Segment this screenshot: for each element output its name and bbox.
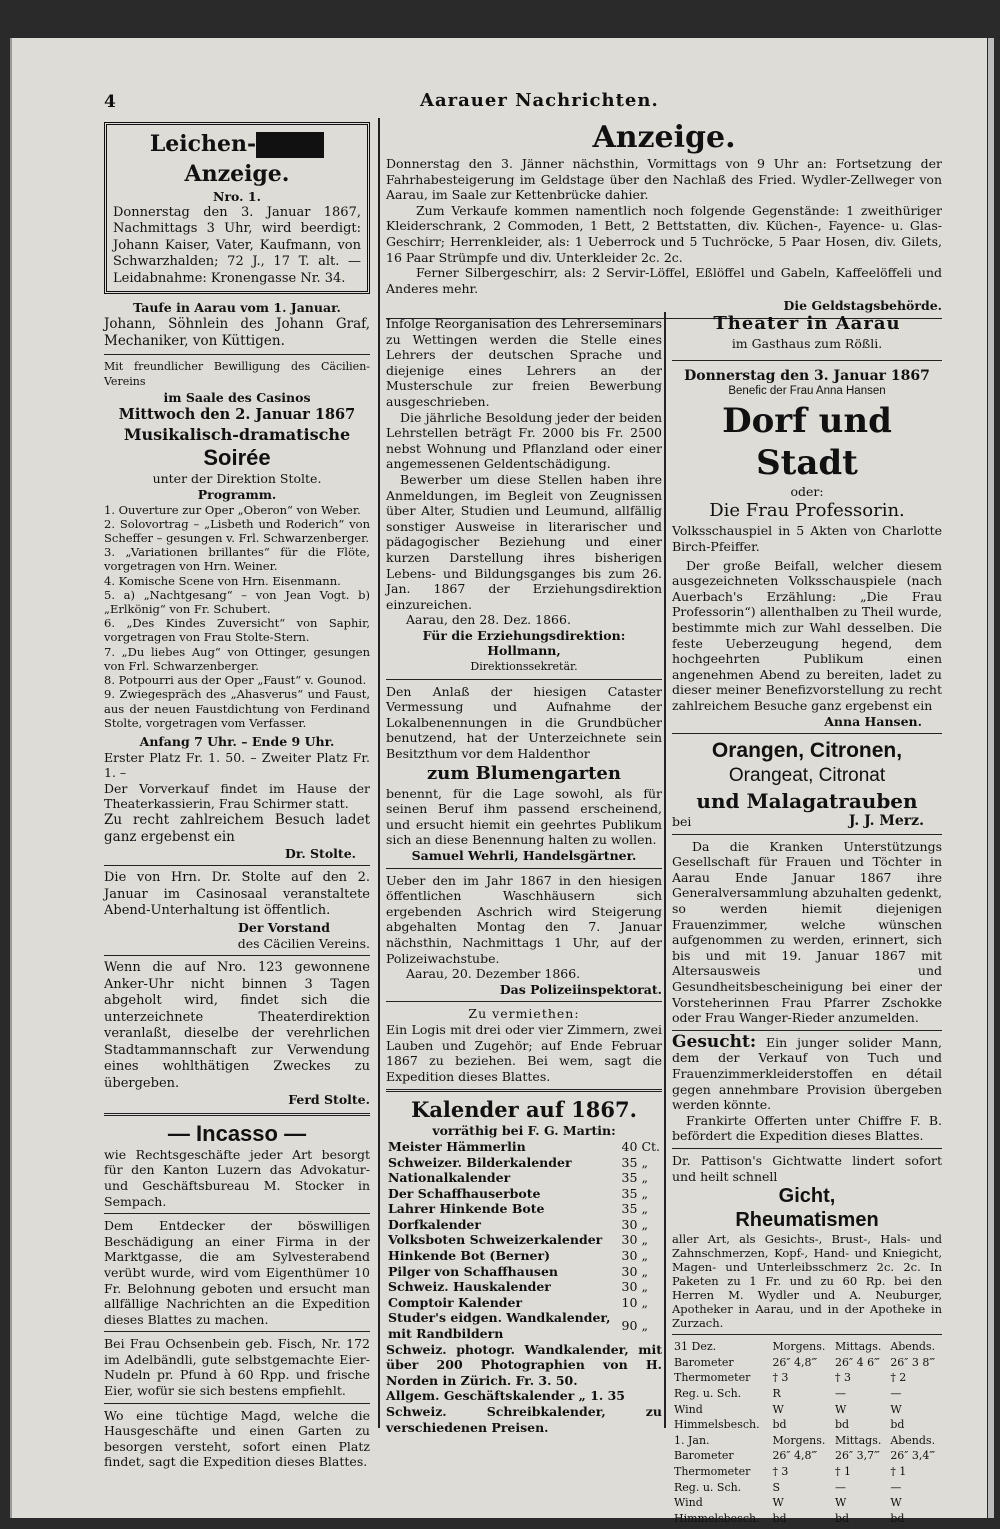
item-unit: „ — [641, 1279, 648, 1295]
oranges-line-2: Orangeat, Citronat — [728, 765, 886, 787]
rent-text: Ein Logis mit drei oder vier Zimmern, zwei Lauben und Zugehör; auf Ende Februar 1867 zu beziehen. Bei wem, sagt die Expedition dieses Blattes. — [386, 1021, 662, 1084]
table-row — [386, 1295, 662, 1311]
soiree-title: Soirée — [203, 445, 271, 471]
seminar-text-3: Bewerber um diese Stellen haben ihre Anmeldungen, im Begleit von Zeugnissen über Alter, Studien und Leumund, allfällig sonstiger Ausweise in literarischer und pädagogischer Beziehung und einer kurzen Darstellung ihres bisherigen Lebens- und Bildungsganges bis zum 26. Jan. 1867 der Erziehungsdirektion einzureichen. — [386, 471, 662, 612]
theatre-alt: Die Frau Professorin. — [709, 500, 905, 522]
item-unit: „ — [641, 1216, 648, 1232]
weather-cell: † 2 — [890, 1371, 907, 1385]
divider — [104, 1331, 370, 1332]
oranges-seller — [672, 814, 942, 830]
weather-cell: † 1 — [890, 1464, 907, 1478]
item-price: 35 — [621, 1201, 638, 1217]
divider — [672, 1148, 942, 1149]
calendar-sub: vorräthig bei F. G. Martin: — [432, 1123, 616, 1139]
weather-cell: bd — [772, 1418, 787, 1432]
divider — [672, 1334, 942, 1335]
item-name: Schweiz. Hauskalender — [388, 1279, 551, 1295]
weather-col: Mittags. — [834, 1340, 882, 1354]
item-unit: „ — [641, 1263, 648, 1279]
program-item: 7. „Du liebes Aug“ von Ottinger, gesungen von Frl. Schwarzenberger. — [104, 644, 370, 673]
soiree-presale: Der Vorverkauf findet im Hause der Theaterkassierin, Frau Schirmer statt. — [104, 780, 370, 812]
calendar-extra-3: Schweiz. Schreibkalender, zu verschiedenen Preisen. — [386, 1404, 662, 1435]
police-signature: Das Polizeiinspektorat. — [499, 981, 662, 997]
weather-cell: W — [890, 1402, 902, 1416]
watch-notice: Wenn die auf Nro. 123 gewonnene Anker-Uhr nicht binnen 3 Tagen abgeholt wird, findet sich die unterzeichnete Theaterdirektion veranlaßt, dieselbe der verehrlichen Stadtammannschaft zur Verwendung eines wohlthätigen Zweckes zu übergeben. — [104, 960, 370, 1091]
divider — [672, 1030, 942, 1031]
program-label: Programm. — [197, 487, 277, 503]
baptism-text: Johann, Söhnlein des Johann Graf, Mechaniker, von Küttigen. — [104, 315, 370, 349]
garden-text-1: Den Anlaß der hiesigen Cataster Vermessung und Aufnahme der Lokalbenennungen in die Grundbücher benutzend, hat der Unterzeichnete sein Besitzthum vor dem Haldenthor — [386, 683, 662, 762]
wanted-notice — [672, 1031, 942, 1113]
weather-label: Thermometer — [674, 1464, 751, 1478]
item-unit: „ — [641, 1185, 648, 1201]
table-row — [672, 1433, 942, 1449]
soiree-prices: Erster Platz Fr. 1. 50. – Zweiter Platz Fr. 1. – — [104, 749, 370, 781]
weather-cell: — — [890, 1386, 902, 1400]
theatre-desc: Volksschauspiel in 5 Akten von Charlotte Birch-Pfeiffer. — [672, 523, 942, 554]
garden-signature: Samuel Wehrli, Handelsgärtner. — [411, 848, 637, 863]
oranges-who: J. J. Merz. — [848, 813, 924, 830]
table-row — [672, 1480, 942, 1496]
incasso-title: — Incasso — — [167, 1120, 307, 1146]
weather-cell: W — [890, 1496, 902, 1510]
weather-cell: W — [834, 1402, 847, 1416]
divider — [104, 1113, 370, 1116]
item-price: 35 — [621, 1154, 638, 1170]
table-row — [672, 1339, 942, 1355]
table-row — [386, 1170, 662, 1186]
table-row — [386, 1264, 662, 1280]
divider — [386, 868, 662, 869]
weather-cell: W — [772, 1402, 784, 1416]
program-list — [104, 503, 370, 730]
page-edge — [988, 38, 994, 1518]
theatre-date: Donnerstag den 3. Januar 1867 — [684, 367, 930, 384]
program-item: 5. a) „Nachtgesang“ – von Jean Vogt. b) „Erlkönig“ von Fr. Schubert. — [104, 587, 370, 617]
auction-para-2: Zum Verkaufe kommen namentlich noch folgende Gegenstände: 1 zweithüriger Kleiderschrank, 2 Commoden, 1 Bett, 2 Bettstatten, div. Küchen-, Fayence- u. Glas-Geschirr; Herrenkleider, als: 1 Ueberrock und 5 Tuchröcke, 5 Paar Hosen, div. Gilets, 16 Paar Strümpfe und div. Unterkleider 2c. 2c. — [386, 202, 942, 265]
divider — [672, 733, 942, 734]
funeral-text: Donnerstag den 3. Januar 1867, Nachmittags 3 Uhr, wird beerdigt: Johann Kaiser, Vater, Kaufmann, von Schwarzhalden; 72 J., 17 T. alt. — Leidabnahme: Kronengasse Nr. 34. — [113, 204, 361, 286]
table-row — [672, 1417, 942, 1433]
soiree-times: Anfang 7 Uhr. – Ende 9 Uhr. — [139, 733, 335, 749]
coffin-icon — [256, 132, 324, 158]
weather-label: Barometer — [674, 1355, 734, 1369]
weather-cell: bd — [890, 1511, 905, 1525]
theatre-text: Der große Beifall, welcher diesem ausgezeichneten Volksschauspiele (nach Auerbach's Erzählung: „Die Frau Professorin“) allenthalben zu Theil wurde, bestimmte mich zur Wahl desselben. Die feste Ueberzeugung hegend, dem hochgeehrten Publikum einen angenehmen Abend zu bereiten, ladet zu dieser meiner Benefizvorstellung zu recht zahlreichem Besuche ganz ergebenst ein — [672, 557, 942, 713]
maid-notice: Wo eine tüchtige Magd, welche die Hausgeschäfte und einen Garten zu besorgen versteht, sofort einen Platz findet, sagt die Expedition dieses Blattes. — [104, 1407, 370, 1470]
seminar-text-1: Infolge Reorganisation des Lehrerseminars zu Wettingen werden die Stelle eines Lehrers der deutschen Sprache und diejenige eines Lehrers an der Musterschule zur freien Bewerbung ausgeschrieben. — [386, 316, 662, 409]
reward-notice: Dem Entdecker der böswilligen Beschädigung an einer Firma in der Marktgasse, die am Sylvesterabend verübt wurde, wird vom Eigenthümer 10 Fr. Belohnung geboten und ersucht man allfällige Nachrichten an die Expedition dieses Blattes zu machen. — [104, 1218, 370, 1327]
program-item: 9. Zwiegespräch des „Ahasverus“ und Faust, aus der neuen Faustdichtung von Ferdinand Stolte, vorgetragen vom Verfasser. — [104, 687, 370, 730]
divider — [104, 354, 370, 355]
item-name: Pilger von Schaffhausen — [388, 1263, 559, 1279]
funeral-title-right: Anzeige. — [184, 161, 290, 187]
table-row — [386, 1139, 662, 1155]
seminar-date: Aarau, den 28. Dez. 1866. — [406, 612, 571, 628]
table-row — [672, 1402, 942, 1418]
auction-title: Anzeige. — [592, 120, 736, 155]
gout-line-1: Gicht, — [778, 1185, 836, 1208]
program-item: 4. Komische Scene von Hrn. Eisenmann. — [104, 573, 341, 588]
theatre-oder: oder: — [790, 483, 824, 499]
weather-cell: S — [772, 1480, 780, 1494]
item-unit: „ — [641, 1248, 648, 1264]
weather-table — [672, 1339, 942, 1526]
weather-cell: † 3 — [834, 1371, 851, 1385]
calendar-table — [386, 1139, 662, 1342]
item-unit: Ct. — [641, 1138, 660, 1154]
divider — [386, 679, 662, 680]
soiree-date: Mittwoch den 2. Januar 1867 — [118, 406, 356, 424]
weather-cell: † 3 — [772, 1371, 789, 1385]
public-sign-2: des Cäcilien Vereins. — [237, 935, 370, 951]
weather-cell: bd — [834, 1511, 850, 1525]
garden-text-2: benennt, für die Lage sowohl, als für seinen Beruf ihm passend erscheinend, und ersucht hiemit ein geehrtes Publikum sich an diese Benennung halten zu wollen. — [386, 785, 662, 848]
item-name: Nationalkalender — [388, 1170, 511, 1186]
weather-day: 1. Jan. — [674, 1433, 710, 1447]
table-row — [386, 1279, 662, 1295]
theatre-sub: im Gasthaus zum Rößli. — [731, 336, 883, 351]
funeral-title-left: Leichen- — [149, 131, 257, 157]
divider — [672, 834, 942, 835]
public-sign-1: Der Vorstand — [238, 919, 330, 935]
divider — [104, 955, 370, 956]
column-3 — [672, 312, 942, 1526]
item-price: 30 — [621, 1248, 638, 1264]
oranges-bei: bei — [672, 814, 692, 830]
oranges-line-3: und Malagatrauben — [696, 789, 918, 814]
table-row — [672, 1386, 942, 1402]
weather-cell: W — [834, 1496, 847, 1510]
weather-cell: — — [834, 1480, 846, 1494]
table-row — [386, 1310, 662, 1341]
table-row — [386, 1155, 662, 1171]
wanted-text: Ein junger solider Mann, dem der Verkauf von Tuch und Frauenzimmerkleiderstoffen en détail gegen annehmbare Provision übergeben werden könnte. — [672, 1034, 942, 1113]
item-name: Meister Hämmerlin — [388, 1138, 526, 1154]
table-row — [386, 1186, 662, 1202]
item-name: Volksboten Schweizerkalender — [388, 1232, 603, 1248]
theatre-title: Theater in Aarau — [713, 313, 901, 334]
item-price: 10 — [621, 1294, 638, 1310]
weather-label: Barometer — [674, 1449, 734, 1463]
table-row — [672, 1370, 942, 1386]
noodles-notice: Bei Frau Ochsenbein geb. Fisch, Nr. 172 im Adelbändli, gute selbstgemachte Eier-Nudeln pr. Pfund à 60 Rpp. und frische Eier, wofür sie sich bestens empfiehlt. — [104, 1336, 370, 1399]
program-item: 3. „Variationen brillantes“ für die Flöte, vorgetragen von Hrn. Weiner. — [104, 545, 370, 574]
item-name: Comptoir Kalender — [388, 1294, 523, 1310]
weather-cell: bd — [772, 1511, 787, 1525]
weather-label: Himmelsbesch. — [674, 1511, 760, 1525]
soiree-signature: Dr. Stolte. — [285, 845, 356, 861]
item-price: 90 — [621, 1318, 638, 1334]
weather-cell: bd — [890, 1418, 905, 1432]
weather-label: Thermometer — [674, 1371, 751, 1385]
divider — [386, 1089, 662, 1092]
watch-signature: Ferd Stolte. — [288, 1092, 370, 1108]
auction-notice — [386, 120, 942, 323]
seminar-text-2: Die jährliche Besoldung jeder der beiden Lehrstellen beträgt Fr. 2000 bis Fr. 2500 nebst Wohnung und Pflanzland oder einer angemessenen Geldentschädigung. — [386, 409, 662, 472]
weather-cell: bd — [834, 1418, 850, 1432]
soiree-kind: Musikalisch-dramatische — [123, 425, 351, 445]
item-unit: „ — [641, 1170, 648, 1186]
weather-cell: 26″ 4,8‴ — [772, 1355, 818, 1369]
weather-cell: 26″ 4,8‴ — [772, 1449, 818, 1463]
soiree-invite: Zu recht zahlreichem Besuch ladet ganz ergebenst ein — [104, 811, 370, 845]
weather-cell: 26″ 3 8‴ — [890, 1355, 936, 1369]
weather-label: Wind — [674, 1402, 703, 1416]
police-text: Ueber den im Jahr 1867 in den hiesigen öffentlichen Waschhäusern sich ergebenden Aschrich wird Steigerung abgehalten Montag den 7. Januar nächsthin, Nachmittags 1 Uhr, auf der Polizeiwachstube. — [386, 872, 662, 966]
item-price: 30 — [621, 1216, 638, 1232]
table-row — [672, 1355, 942, 1371]
item-name: Lahrer Hinkende Bote — [388, 1201, 545, 1217]
weather-label: Reg. u. Sch. — [674, 1480, 742, 1494]
table-row — [672, 1511, 942, 1527]
weather-label: Wind — [674, 1496, 703, 1510]
weather-col: Morgens. — [772, 1433, 826, 1447]
weather-cell: — — [834, 1386, 846, 1400]
item-name: Der Schaffhauserbote — [388, 1185, 541, 1201]
rent-title: Zu vermiethen: — [468, 1006, 580, 1022]
item-unit: „ — [641, 1154, 648, 1170]
table-row — [672, 1448, 942, 1464]
police-date: Aarau, 20. Dezember 1866. — [406, 966, 581, 982]
weather-cell: 26″ 3,7‴ — [834, 1449, 880, 1463]
weather-cell: † 1 — [834, 1464, 851, 1478]
divider — [672, 360, 942, 361]
table-row — [386, 1232, 662, 1248]
item-unit: „ — [641, 1201, 648, 1217]
table-row — [386, 1248, 662, 1264]
newspaper-title: Aarauer Nachrichten. — [420, 90, 659, 111]
item-unit: „ — [641, 1232, 648, 1248]
item-unit: „ — [641, 1318, 648, 1334]
item-price: 35 — [621, 1185, 638, 1201]
table-row — [672, 1495, 942, 1511]
calendar-extra-2: Allgem. Geschäftskalender „ 1. 35 — [386, 1388, 625, 1404]
wanted-text-2: Frankirte Offerten unter Chiffre F. B. befördert die Expedition dieses Blattes. — [672, 1112, 942, 1144]
weather-cell: — — [890, 1480, 902, 1494]
item-name: Hinkende Bot (Berner) — [388, 1248, 550, 1264]
weather-col: Abends. — [890, 1433, 936, 1447]
seminar-for: Für die Erziehungsdirektion: — [422, 627, 626, 643]
seminar-name: Hollmann, — [487, 643, 561, 659]
table-row — [386, 1217, 662, 1233]
public-notice: Die von Hrn. Dr. Stolte auf den 2. Januar im Casinosaal veranstaltete Abend-Unterhaltung ist öffentlich. — [104, 870, 370, 919]
baptism-title: Taufe in Aarau vom 1. Januar. — [133, 300, 341, 316]
weather-cell: 26″ 4 6‴ — [834, 1355, 880, 1369]
program-item: 2. Solovortrag – „Lisbeth und Roderich“ von Scheffer – gesungen v. Frl. Schwarzenberger. — [104, 516, 370, 546]
gout-text: aller Art, als Gesichts-, Brust-, Hals- und Zahnschmerzen, Kopf-, Hand- und Kniegicht, Magen- und Unterleibsschmerz 2c. 2c. In Paketen zu 1 Fr. und zu 60 Rp. bei den Herren M. Wydler und A. Neuburger, Apotheker in Aarau, und in der Apotheke in Zurzach. — [672, 1232, 942, 1331]
item-price: 35 — [621, 1170, 638, 1186]
divider — [386, 1001, 662, 1002]
theatre-signature: Anna Hansen. — [824, 713, 922, 729]
weather-cell: R — [772, 1386, 781, 1400]
gout-line-2: Rheumatismen — [735, 1209, 879, 1232]
incasso-text: wie Rechtsgeschäfte jeder Art besorgt für den Kanton Luzern das Advokatur- und Geschäftsbureau M. Stocker in Sempach. — [104, 1146, 370, 1209]
item-price: 30 — [621, 1232, 638, 1248]
weather-label: Himmelsbesch. — [674, 1418, 760, 1432]
table-row — [672, 1464, 942, 1480]
item-name: Schweizer. Bilderkalender — [388, 1154, 572, 1170]
table-row — [386, 1201, 662, 1217]
column-2 — [386, 316, 662, 1435]
item-price: 30 — [621, 1263, 638, 1279]
column-rule-right — [664, 312, 666, 1428]
column-rule-left — [378, 118, 380, 1428]
program-item: 8. Potpourri aus der Oper „Faust“ v. Gounod. — [104, 673, 367, 688]
program-item: 1. Ouverture zur Oper „Oberon“ von Weber. — [104, 502, 361, 517]
seminar-role: Direktionssekretär. — [470, 660, 578, 674]
calendar-extra-1: Schweiz. photogr. Wandkalender, mit über 200 Photographien von H. Norden in Zürich. Fr. 3. 50. — [386, 1341, 662, 1388]
theatre-benefit: Benefic der Frau Anna Hansen — [728, 385, 886, 398]
divider — [104, 865, 370, 866]
item-price: 30 — [621, 1279, 638, 1295]
funeral-notice — [104, 122, 370, 294]
program-item: 6. „Des Kindes Zuversicht“ von Saphir, vorgetragen von Frau Stolte-Stern. — [104, 616, 370, 645]
funeral-number: Nro. 1. — [213, 189, 261, 204]
weather-cell: † 3 — [772, 1464, 789, 1478]
wanted-label: Gesucht: — [672, 1031, 757, 1052]
soiree-direction: unter der Direktion Stolte. — [152, 471, 322, 487]
item-name: Studer's eidgen. Wandkalender, mit Randbildern — [388, 1310, 611, 1342]
weather-cell: W — [772, 1496, 784, 1510]
society-notice: Da die Kranken Unterstützungs Gesellschaft für Frauen und Töchter in Aarau Ende Januar 1867 ihre Generalversammlung abzuhalten gedenkt, so werden hiemit diejenigen Frauenzimmer, welche wünschen aufgenommen zu werden, erinnert, sich bis und mit 19. Januar 1867 mit Altersausweis und Gesundheitsbescheinigung bei einer der Vorsteherinnen Frau Pfarrer Zschokke oder Frau Wanger-Rieder anzumelden. — [672, 838, 942, 1026]
weather-col: Abends. — [890, 1340, 936, 1354]
auction-para-3: Ferner Silbergeschirr, als: 2 Servir-Löffel, Eßlöffel und Gabeln, Kaffeelöffeli und Anderes mehr. — [386, 265, 942, 296]
soiree-venue: im Saale des Casinos — [163, 389, 311, 405]
divider — [104, 1403, 370, 1404]
item-price: 40 — [621, 1138, 638, 1154]
auction-para-1: Donnerstag den 3. Jänner nächsthin, Vormittags von 9 Uhr an: Fortsetzung der Fahrhabesteigerung im Geldstage über den Nachlaß des Fried. Wydler-Zellweger von Aarau, im Saale zur Kettenbrücke dahier. — [386, 156, 942, 203]
calendar-title: Kalender auf 1867. — [411, 1097, 637, 1123]
weather-cell: 26″ 3,4‴ — [890, 1449, 936, 1463]
item-unit: „ — [641, 1294, 648, 1310]
item-name: Dorfkalender — [388, 1216, 481, 1232]
column-1 — [104, 122, 370, 1470]
theatre-play: Dorf und Stadt — [722, 400, 892, 483]
soiree-intro: Mit freundlicher Bewilligung des Cäcilien-Vereins — [104, 359, 370, 389]
page-number: 4 — [104, 92, 116, 112]
weather-col: Mittags. — [834, 1433, 882, 1447]
weather-col: Morgens. — [772, 1340, 826, 1354]
garden-name: zum Blumengarten — [427, 762, 621, 784]
gout-intro: Dr. Pattison's Gichtwatte lindert sofort und heilt schnell — [672, 1152, 942, 1184]
weather-day: 31 Dez. — [674, 1340, 717, 1354]
oranges-line-1: Orangen, Citronen, — [711, 739, 903, 763]
auction-signature: Die Geldstagsbehörde. — [783, 298, 942, 314]
weather-label: Reg. u. Sch. — [674, 1386, 742, 1400]
divider — [104, 1213, 370, 1214]
